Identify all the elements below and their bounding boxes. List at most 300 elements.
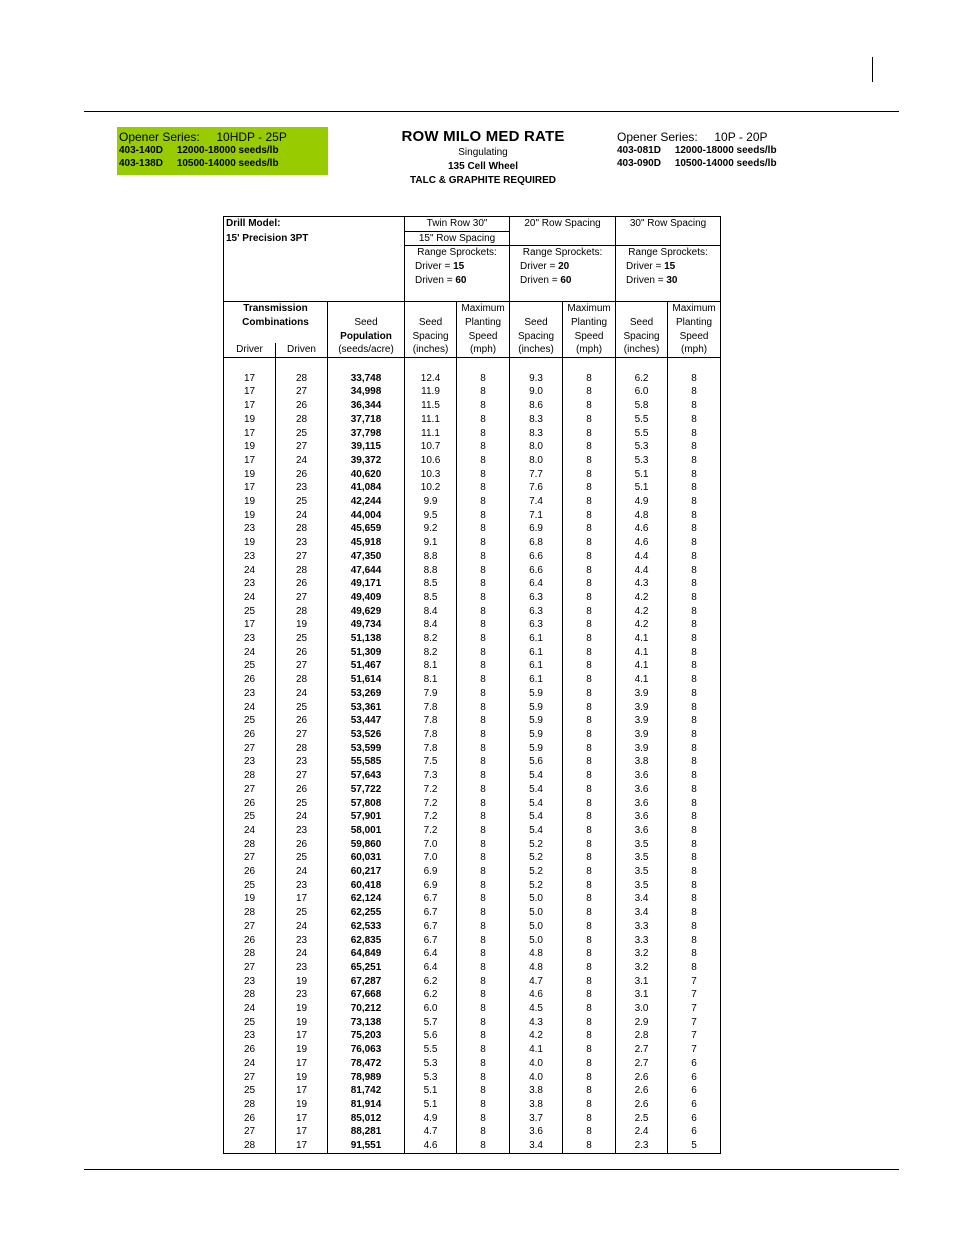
spacing-30-cell: 4.6: [616, 522, 668, 536]
spacing-20-cell: 3.6: [510, 1125, 563, 1139]
spacing-20-cell: 5.4: [510, 797, 563, 811]
speed-30-cell: 8: [668, 468, 721, 482]
spacing-twin-cell: 6.2: [405, 988, 457, 1002]
spacing-30-cell: 2.3: [616, 1139, 668, 1153]
blank-cell: [224, 358, 276, 372]
driven-cell: 23: [276, 536, 328, 550]
driver-cell: 28: [224, 988, 276, 1002]
driven-label: Driven =: [520, 274, 561, 286]
speed-30-cell: 6: [668, 1057, 721, 1071]
driver-cell: 27: [224, 961, 276, 975]
spacing-twin-cell: 4.7: [405, 1125, 457, 1139]
spacing-30-cell: 5.3: [616, 454, 668, 468]
driven-cell: 25: [276, 701, 328, 715]
speed-30-cell: 8: [668, 906, 721, 920]
spacing-20-cell: 5.4: [510, 810, 563, 824]
driver-cell: 19: [224, 413, 276, 427]
driver-cell: 23: [224, 577, 276, 591]
heading-requirement: TALC & GRAPHITE REQUIRED: [410, 175, 556, 186]
speed-30-cell: 8: [668, 659, 721, 673]
spacing-20-cell: 4.6: [510, 988, 563, 1002]
spacing-20-cell: 5.4: [510, 783, 563, 797]
driver-cell: 28: [224, 947, 276, 961]
driver-cell: 26: [224, 934, 276, 948]
spacing-20-cell: 5.2: [510, 879, 563, 893]
speed-20-cell: 8: [563, 659, 616, 673]
drill-model-label: Drill Model:: [224, 217, 405, 232]
driven-cell: 23: [276, 481, 328, 495]
population-cell: 37,718: [328, 413, 405, 427]
speed-20-cell: 8: [563, 1112, 616, 1126]
speed-twin-cell: 8: [457, 824, 510, 838]
speed-30-cell: 8: [668, 934, 721, 948]
table-row: [224, 797, 721, 811]
table-row: [224, 564, 721, 578]
population-cell: 75,203: [328, 1029, 405, 1043]
driven-cell: 24: [276, 454, 328, 468]
spacing-30-cell: 3.9: [616, 687, 668, 701]
spacing-twin-cell: 5.6: [405, 1029, 457, 1043]
table-row: [224, 1084, 721, 1098]
spacing-20-cell: 6.9: [510, 522, 563, 536]
driven-cell: 19: [276, 975, 328, 989]
spacing-20-cell: 6.3: [510, 605, 563, 619]
driven-cell: 28: [276, 522, 328, 536]
spacing-header: Seed: [616, 316, 668, 330]
blank-cell: [328, 302, 405, 316]
driver-cell: 23: [224, 755, 276, 769]
table-row: [224, 961, 721, 975]
spacing-20-cell: 7.7: [510, 468, 563, 482]
driver-cell: 25: [224, 659, 276, 673]
table-row: [224, 385, 721, 399]
table-row: [224, 755, 721, 769]
opener-left-line: 403-138D 10500-14000 seeds/lb: [119, 158, 279, 169]
driver-label: Driver =: [415, 261, 454, 273]
speed-20-cell: 8: [563, 646, 616, 660]
driven-value: 60: [560, 274, 572, 286]
spacing-twin-cell: 8.5: [405, 577, 457, 591]
driven-cell: 19: [276, 1098, 328, 1112]
speed-twin-cell: 8: [457, 1125, 510, 1139]
speed-20-cell: 8: [563, 509, 616, 523]
speed-30-cell: 8: [668, 481, 721, 495]
population-cell: 81,742: [328, 1084, 405, 1098]
rate-heading: [383, 128, 583, 188]
speed-20-cell: 8: [563, 427, 616, 441]
population-cell: 44,004: [328, 509, 405, 523]
table-row: [224, 934, 721, 948]
spacing-30-cell: 2.4: [616, 1125, 668, 1139]
population-header: Seed: [328, 316, 405, 330]
table-row: [224, 838, 721, 852]
driven-cell: 17: [276, 1084, 328, 1098]
speed-20-cell: 8: [563, 385, 616, 399]
table-row: [224, 468, 721, 482]
spacing-30-cell: 2.6: [616, 1084, 668, 1098]
blank-cell: [668, 358, 721, 372]
speed-header: Maximum: [563, 302, 616, 316]
speed-30-cell: 8: [668, 440, 721, 454]
driven-cell: 25: [276, 797, 328, 811]
speed-20-cell: 8: [563, 399, 616, 413]
range-driven: [405, 274, 510, 288]
table-row: [224, 742, 721, 756]
population-cell: 51,614: [328, 673, 405, 687]
table-row: [224, 701, 721, 715]
driver-cell: 23: [224, 632, 276, 646]
speed-twin-cell: 8: [457, 577, 510, 591]
spacing-30-cell: 3.5: [616, 838, 668, 852]
speed-30-cell: 7: [668, 1016, 721, 1030]
driven-cell: 27: [276, 659, 328, 673]
spacing-20-cell: 6.4: [510, 577, 563, 591]
speed-20-cell: 8: [563, 975, 616, 989]
spacing-30-cell: 3.6: [616, 797, 668, 811]
driver-cell: 24: [224, 701, 276, 715]
speed-twin-cell: 8: [457, 605, 510, 619]
spacing-twin-cell: 8.2: [405, 646, 457, 660]
population-cell: 36,344: [328, 399, 405, 413]
speed-30-cell: 8: [668, 687, 721, 701]
speed-header: Speed: [563, 330, 616, 344]
driven-cell: 19: [276, 1002, 328, 1016]
population-cell: 53,447: [328, 714, 405, 728]
speed-twin-cell: 8: [457, 1029, 510, 1043]
blank-cell: [616, 231, 721, 246]
spacing-20-cell: 5.9: [510, 728, 563, 742]
spacing-20-cell: 6.3: [510, 591, 563, 605]
speed-20-cell: 8: [563, 797, 616, 811]
speed-20-cell: 8: [563, 454, 616, 468]
speed-30-cell: 8: [668, 810, 721, 824]
speed-20-cell: 8: [563, 1002, 616, 1016]
driven-cell: 26: [276, 838, 328, 852]
twin-row-sub-spacing: 15" Row Spacing: [405, 231, 510, 246]
blank-cell: [616, 288, 721, 302]
speed-twin-cell: 8: [457, 1043, 510, 1057]
spacing-20-cell: 9.0: [510, 385, 563, 399]
speed-30-cell: 8: [668, 632, 721, 646]
speed-twin-cell: 8: [457, 1112, 510, 1126]
speed-30-cell: 8: [668, 577, 721, 591]
speed-header: (mph): [457, 343, 510, 357]
population-cell: 33,748: [328, 372, 405, 386]
opener-series-right: [617, 130, 817, 170]
speed-20-cell: 8: [563, 947, 616, 961]
population-cell: 45,918: [328, 536, 405, 550]
spacing-20-cell: 3.7: [510, 1112, 563, 1126]
blank-cell: [224, 246, 405, 260]
speed-30-cell: 8: [668, 742, 721, 756]
speed-20-cell: 8: [563, 673, 616, 687]
driver-cell: 27: [224, 742, 276, 756]
spacing-20-cell: 8.6: [510, 399, 563, 413]
spacing-30-cell: 4.1: [616, 646, 668, 660]
spacing-30-cell: 4.1: [616, 659, 668, 673]
spacing-twin-cell: 9.2: [405, 522, 457, 536]
table-row: [224, 1043, 721, 1057]
speed-twin-cell: 8: [457, 1016, 510, 1030]
spacing-30-cell: 4.2: [616, 605, 668, 619]
spacing-30-cell: 2.7: [616, 1043, 668, 1057]
driven-cell: 26: [276, 783, 328, 797]
speed-30-cell: 7: [668, 1043, 721, 1057]
blank-cell: [563, 358, 616, 372]
driven-cell: 26: [276, 468, 328, 482]
spacing-twin-cell: 10.6: [405, 454, 457, 468]
spacing-header: Seed: [405, 316, 457, 330]
population-cell: 37,798: [328, 427, 405, 441]
spacing-20-cell: 3.8: [510, 1084, 563, 1098]
spacing-twin-cell: 8.4: [405, 605, 457, 619]
speed-twin-cell: 8: [457, 427, 510, 441]
population-cell: 55,585: [328, 755, 405, 769]
driver-cell: 17: [224, 427, 276, 441]
spacing-20-cell: 7.4: [510, 495, 563, 509]
spacing-twin-cell: 5.1: [405, 1098, 457, 1112]
driver-cell: 17: [224, 372, 276, 386]
table-row: [224, 1112, 721, 1126]
speed-twin-cell: 8: [457, 618, 510, 632]
population-header: Population: [328, 330, 405, 344]
population-cell: 60,217: [328, 865, 405, 879]
population-cell: 70,212: [328, 1002, 405, 1016]
blank-cell: [510, 231, 616, 246]
spacing-20-cell: 4.7: [510, 975, 563, 989]
spacing-20-cell: 6.8: [510, 536, 563, 550]
driver-cell: 17: [224, 454, 276, 468]
spacing-30-cell: 3.1: [616, 975, 668, 989]
population-cell: 67,668: [328, 988, 405, 1002]
spacing-twin-cell: 6.7: [405, 934, 457, 948]
spacing-30-cell: 3.6: [616, 824, 668, 838]
speed-twin-cell: 8: [457, 851, 510, 865]
speed-20-cell: 8: [563, 920, 616, 934]
driven-cell: 23: [276, 879, 328, 893]
spacing-twin-cell: 4.9: [405, 1112, 457, 1126]
spacing-30-cell: 3.3: [616, 920, 668, 934]
table-row: [224, 427, 721, 441]
spacing-twin-cell: 5.3: [405, 1057, 457, 1071]
speed-20-cell: 8: [563, 906, 616, 920]
spacing-twin-cell: 7.3: [405, 769, 457, 783]
speed-twin-cell: 8: [457, 536, 510, 550]
spacing-20-cell: 5.9: [510, 714, 563, 728]
spacing-30-cell: 3.6: [616, 810, 668, 824]
speed-20-cell: 8: [563, 1071, 616, 1085]
population-cell: 88,281: [328, 1125, 405, 1139]
speed-20-cell: 8: [563, 851, 616, 865]
driven-cell: 25: [276, 632, 328, 646]
spacing-20-cell: 4.5: [510, 1002, 563, 1016]
speed-twin-cell: 8: [457, 509, 510, 523]
driver-cell: 28: [224, 1139, 276, 1153]
speed-twin-cell: 8: [457, 646, 510, 660]
spacing-header: Spacing: [405, 330, 457, 344]
driven-cell: 26: [276, 646, 328, 660]
population-cell: 42,244: [328, 495, 405, 509]
table-row: [224, 646, 721, 660]
speed-30-cell: 8: [668, 961, 721, 975]
table-row: [224, 605, 721, 619]
speed-20-cell: 8: [563, 879, 616, 893]
spacing-20-cell: 5.4: [510, 769, 563, 783]
driven-cell: 26: [276, 577, 328, 591]
population-cell: 49,734: [328, 618, 405, 632]
speed-30-cell: 7: [668, 1002, 721, 1016]
spacing-20-cell: 6.1: [510, 659, 563, 673]
opener-series-left: [117, 127, 328, 175]
spacing-30-cell: 5.3: [616, 440, 668, 454]
spacing-20-cell: 8.3: [510, 413, 563, 427]
speed-30-cell: 8: [668, 646, 721, 660]
population-cell: 67,287: [328, 975, 405, 989]
population-header: (seeds/acre): [328, 343, 405, 357]
spacing-twin-cell: 8.8: [405, 564, 457, 578]
driven-cell: 23: [276, 824, 328, 838]
spacing-30-cell: 4.4: [616, 550, 668, 564]
spacing-30-cell: 3.0: [616, 1002, 668, 1016]
spacing-twin-cell: 11.9: [405, 385, 457, 399]
spacing-header: Spacing: [510, 330, 563, 344]
spacing-30-cell: 3.2: [616, 947, 668, 961]
page-edge-mark: [872, 57, 873, 82]
spacing-20-cell: 5.9: [510, 687, 563, 701]
spacing-30-cell: 3.5: [616, 851, 668, 865]
range-sprockets-label: Range Sprockets:: [616, 246, 721, 260]
population-cell: 78,472: [328, 1057, 405, 1071]
population-cell: 57,643: [328, 769, 405, 783]
speed-30-cell: 8: [668, 509, 721, 523]
spacing-twin-cell: 11.1: [405, 413, 457, 427]
driven-cell: 19: [276, 1071, 328, 1085]
spacing-20-cell: 4.0: [510, 1057, 563, 1071]
speed-20-cell: 8: [563, 591, 616, 605]
spacing-30-cell: 3.5: [616, 879, 668, 893]
population-cell: 47,644: [328, 564, 405, 578]
speed-twin-cell: 8: [457, 1002, 510, 1016]
speed-twin-cell: 8: [457, 673, 510, 687]
speed-20-cell: 8: [563, 810, 616, 824]
driver-cell: 26: [224, 797, 276, 811]
blank-cell: [616, 302, 668, 316]
driver-value: 20: [558, 261, 570, 273]
driven-cell: 17: [276, 1125, 328, 1139]
driver-cell: 24: [224, 591, 276, 605]
spacing-header: Spacing: [616, 330, 668, 344]
population-cell: 65,251: [328, 961, 405, 975]
speed-twin-cell: 8: [457, 550, 510, 564]
table-row: [224, 1125, 721, 1139]
driver-cell: 26: [224, 673, 276, 687]
spacing-30-cell: 4.9: [616, 495, 668, 509]
driven-cell: 28: [276, 673, 328, 687]
spacing-twin-cell: 9.1: [405, 536, 457, 550]
spacing-twin-cell: 10.2: [405, 481, 457, 495]
population-cell: 53,526: [328, 728, 405, 742]
speed-twin-cell: 8: [457, 1098, 510, 1112]
driver-cell: 26: [224, 1112, 276, 1126]
population-cell: 39,372: [328, 454, 405, 468]
spacing-20-cell: 7.1: [510, 509, 563, 523]
driven-cell: 28: [276, 742, 328, 756]
speed-30-cell: 8: [668, 454, 721, 468]
speed-twin-cell: 8: [457, 728, 510, 742]
spacing-twin-cell: 8.8: [405, 550, 457, 564]
speed-twin-cell: 8: [457, 947, 510, 961]
spacing-twin-cell: 4.6: [405, 1139, 457, 1153]
speed-20-cell: 8: [563, 742, 616, 756]
driver-cell: 23: [224, 550, 276, 564]
speed-twin-cell: 8: [457, 934, 510, 948]
spacing-20-cell: 5.9: [510, 701, 563, 715]
population-cell: 59,860: [328, 838, 405, 852]
blank-cell: [224, 260, 405, 274]
table-row: [224, 975, 721, 989]
blank-cell: [510, 288, 616, 302]
driver-cell: 17: [224, 385, 276, 399]
speed-header: Speed: [457, 330, 510, 344]
spacing-30-cell: 2.9: [616, 1016, 668, 1030]
population-cell: 34,998: [328, 385, 405, 399]
spacing-30-cell: 3.5: [616, 865, 668, 879]
range-driver: [405, 260, 510, 274]
speed-20-cell: 8: [563, 701, 616, 715]
driver-label: Driver =: [520, 261, 559, 273]
speed-20-cell: 8: [563, 865, 616, 879]
speed-twin-cell: 8: [457, 714, 510, 728]
speed-twin-cell: 8: [457, 906, 510, 920]
spacing-twin-cell: 8.1: [405, 659, 457, 673]
opener-left-line: 403-140D 12000-18000 seeds/lb: [119, 145, 279, 156]
table-row: [224, 687, 721, 701]
spacing-20-cell: 4.3: [510, 1016, 563, 1030]
speed-twin-cell: 8: [457, 632, 510, 646]
speed-20-cell: 8: [563, 1139, 616, 1153]
speed-30-cell: 6: [668, 1098, 721, 1112]
population-cell: 51,467: [328, 659, 405, 673]
driven-cell: 25: [276, 495, 328, 509]
speed-header: (mph): [668, 343, 721, 357]
speed-20-cell: 8: [563, 1029, 616, 1043]
spacing-30-cell: 3.9: [616, 728, 668, 742]
population-cell: 91,551: [328, 1139, 405, 1153]
driven-cell: 27: [276, 591, 328, 605]
table-row: [224, 659, 721, 673]
spacing-twin-cell: 7.2: [405, 824, 457, 838]
speed-30-cell: 8: [668, 797, 721, 811]
spacing-twin-cell: 10.3: [405, 468, 457, 482]
driven-cell: 17: [276, 1057, 328, 1071]
driven-cell: 28: [276, 564, 328, 578]
speed-30-cell: 8: [668, 769, 721, 783]
spacing-30-cell: 5.5: [616, 427, 668, 441]
blank-cell: [224, 288, 405, 302]
speed-twin-cell: 8: [457, 865, 510, 879]
speed-twin-cell: 8: [457, 879, 510, 893]
range-driven: [616, 274, 721, 288]
speed-twin-cell: 8: [457, 495, 510, 509]
speed-20-cell: 8: [563, 783, 616, 797]
spacing-30-cell: 3.9: [616, 742, 668, 756]
spacing-twin-cell: 7.9: [405, 687, 457, 701]
speed-20-cell: 8: [563, 714, 616, 728]
driven-cell: 27: [276, 769, 328, 783]
driver-cell: 24: [224, 824, 276, 838]
spacing-30-cell: 2.8: [616, 1029, 668, 1043]
table-row: [224, 947, 721, 961]
